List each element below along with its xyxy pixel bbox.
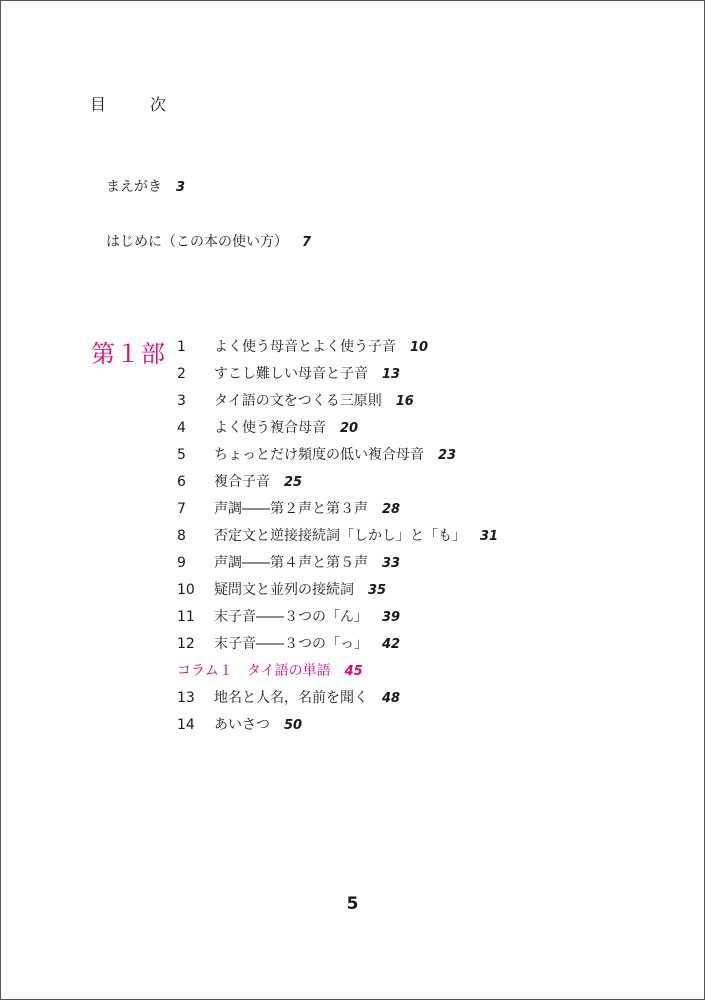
entry-title: 末子音――３つの「っ」: [214, 636, 368, 652]
toc-entry: [177, 335, 498, 362]
entry-title: 声調――第２声と第３声: [214, 501, 368, 517]
toc-entry: [177, 443, 498, 470]
entry-index: 4: [177, 420, 186, 436]
entry-index: 2: [177, 366, 186, 382]
entry-index: 14: [177, 717, 195, 733]
page-number: 5: [346, 894, 359, 914]
entry-page: 25: [284, 475, 303, 490]
front-matter-title: はじめに（この本の使い方）: [106, 234, 288, 250]
toc-entry: [177, 551, 498, 578]
entry-page: 39: [382, 610, 401, 625]
entry-title: よく使う母音とよく使う子音: [214, 339, 396, 355]
entry-index: 10: [177, 582, 195, 598]
entry-title: 声調――第４声と第５声: [214, 555, 368, 571]
entry-page: 20: [340, 421, 359, 436]
entry-title: よく使う複合母音: [214, 420, 326, 436]
column-title: コラム１ タイ語の単語: [177, 663, 331, 679]
entry-page: 13: [382, 367, 401, 382]
entry-index: 6: [177, 474, 186, 490]
entry-index: 9: [177, 555, 186, 571]
entry-title: 地名と人名，名前を聞く: [214, 690, 368, 706]
toc-entry: [177, 389, 498, 416]
part-label: 第１部: [91, 340, 166, 368]
entry-title: ちょっとだけ頻度の低い複合母音: [214, 447, 424, 463]
entry-page: 10: [410, 340, 429, 355]
entry-title: 複合子音: [214, 474, 270, 490]
toc-entry: [177, 497, 498, 524]
entry-index: 3: [177, 393, 186, 409]
toc-heading: 目 次: [90, 95, 181, 114]
entry-index: 12: [177, 636, 195, 652]
entry-page: 35: [368, 583, 387, 598]
toc-column-entry: [177, 659, 498, 686]
entry-title: 否定文と逆接接続詞「しかし」と「も」: [214, 528, 466, 544]
entry-page: 48: [382, 691, 401, 706]
front-matter-page: 7: [302, 235, 312, 250]
entry-title: 疑問文と並列の接続詞: [214, 582, 354, 598]
entry-page: 33: [382, 556, 401, 571]
toc-entry: [177, 470, 498, 497]
entry-index: 8: [177, 528, 186, 544]
toc-entry: [177, 632, 498, 659]
toc-entry: [177, 605, 498, 632]
entry-title: 末子音――３つの「ん」: [214, 609, 368, 625]
entry-index: 1: [177, 339, 186, 355]
front-matter-title: まえがき: [106, 179, 162, 195]
entry-page: 50: [284, 718, 303, 733]
entry-index: 13: [177, 690, 195, 706]
entry-page: 31: [480, 529, 499, 544]
entry-index: 7: [177, 501, 186, 517]
toc-entry: [177, 362, 498, 389]
entry-title: あいさつ: [214, 717, 270, 733]
toc-entry: [177, 416, 498, 443]
entry-title: すこし難しい母音と子音: [214, 366, 368, 382]
entry-page: 16: [395, 394, 414, 409]
entry-index: 11: [177, 609, 195, 625]
front-matter-item: [106, 231, 311, 251]
entry-page: 42: [382, 637, 401, 652]
front-matter-item: [106, 176, 185, 196]
toc-list: [177, 335, 498, 740]
entry-index: 5: [177, 447, 186, 463]
toc-entry: [177, 578, 498, 605]
column-page: 45: [344, 664, 363, 679]
entry-title: タイ語の文をつくる三原則: [214, 393, 382, 409]
entry-page: 28: [382, 502, 401, 517]
front-matter-page: 3: [176, 180, 186, 195]
toc-entry: [177, 686, 498, 713]
entry-page: 23: [438, 448, 457, 463]
toc-entry: [177, 524, 498, 551]
toc-entry: [177, 713, 498, 740]
